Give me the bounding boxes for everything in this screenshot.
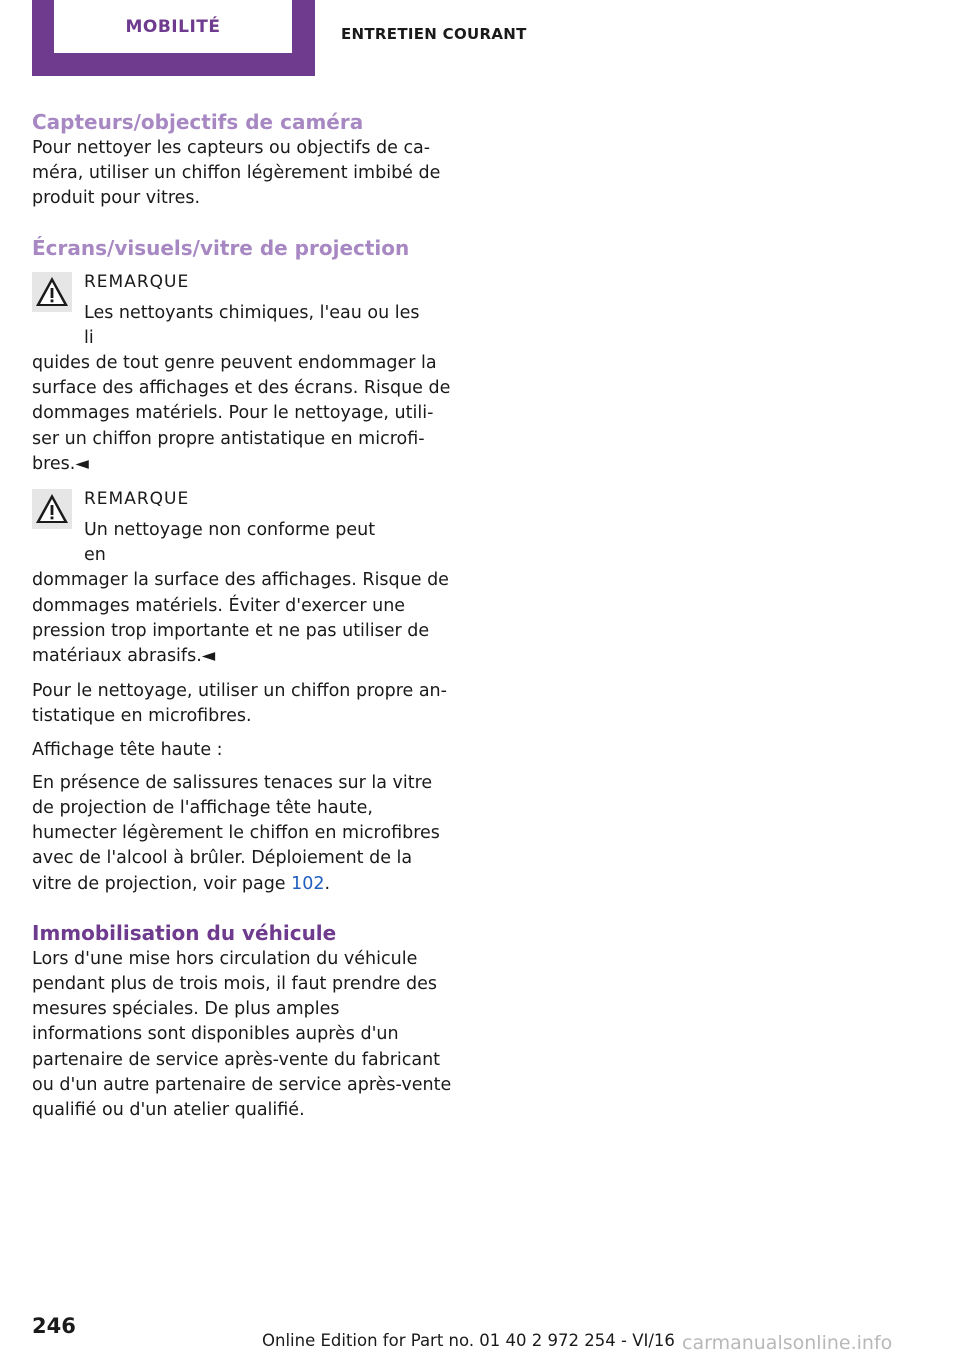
paragraph-hud-label: Affichage tête haute : xyxy=(32,739,223,760)
page-number: 246 xyxy=(32,1314,76,1338)
heading-screens: Écrans/visuels/vitre de projection xyxy=(32,235,410,260)
section-label: ENTRETIEN COURANT xyxy=(341,25,527,43)
paragraph-cleaning: Pour le nettoyage, utiliser un chiffon propre antistatique en microfibres. xyxy=(32,681,447,727)
warning-triangle-icon xyxy=(32,489,72,529)
heading-immobilisation: Immobilisation du véhicule xyxy=(32,920,337,945)
paragraph-hud-text: En présence de salissures tenaces sur la vitre de projection de l'affichage tête haute, humecter légèrement le chiffon en microfibres avec de l'alcool à brûler. Déploiement de la vitre de projection, voir page xyxy=(32,772,440,894)
page-link[interactable]: 102 xyxy=(291,873,325,894)
chapter-tab-label: MOBILITÉ xyxy=(125,16,221,37)
chapter-tab-background xyxy=(32,0,315,76)
warning-triangle-icon xyxy=(32,272,72,312)
warning-block-2 xyxy=(32,487,452,669)
paragraph-hud xyxy=(32,771,452,897)
paragraph-camera: Pour nettoyer les capteurs ou objectifs de caméra, utiliser un chiffon légèrement imbibé de produit pour vitres. xyxy=(32,138,441,209)
chapter-tab[interactable] xyxy=(54,0,292,53)
warning-text: quides de tout genre peuvent endommager la surface des affichages et des écrans. Risque de dommages matériels. Pour le nettoyage, utiliser un chiffon propre antistatique en microfibres.◄ xyxy=(32,353,451,474)
watermark: carmanualsonline.info xyxy=(682,1332,893,1354)
edition-note: Online Edition for Part no. 01 40 2 972 254 - VI/16 xyxy=(262,1331,675,1350)
warning-label: REMARQUE xyxy=(84,489,190,510)
warning-label: REMARQUE xyxy=(84,271,190,292)
warning-text-start: Un nettoyage non conforme peut en xyxy=(84,520,376,566)
page-content xyxy=(32,108,452,1131)
warning-text-start: Les nettoyants chimiques, l'eau ou les li xyxy=(84,302,420,348)
warning-block-1 xyxy=(32,270,452,477)
heading-camera: Capteurs/objectifs de caméra xyxy=(32,110,364,134)
paragraph-immobilisation: Lors d'une mise hors circulation du véhicule pendant plus de trois mois, il faut prendre des mesures spéciales. De plus amples informations sont disponibles auprès d'un partenaire de service après-vente du fabricant ou d'un autre partenaire de service après-vente qualifié ou d'un atelier qualifié. xyxy=(32,948,452,1121)
warning-text: dommager la surface des affichages. Risque de dommages matériels. Éviter d'exercer une pression trop importante et ne pas utiliser de matériaux abrasifs.◄ xyxy=(32,570,449,667)
paragraph-hud-end: . xyxy=(324,873,331,894)
